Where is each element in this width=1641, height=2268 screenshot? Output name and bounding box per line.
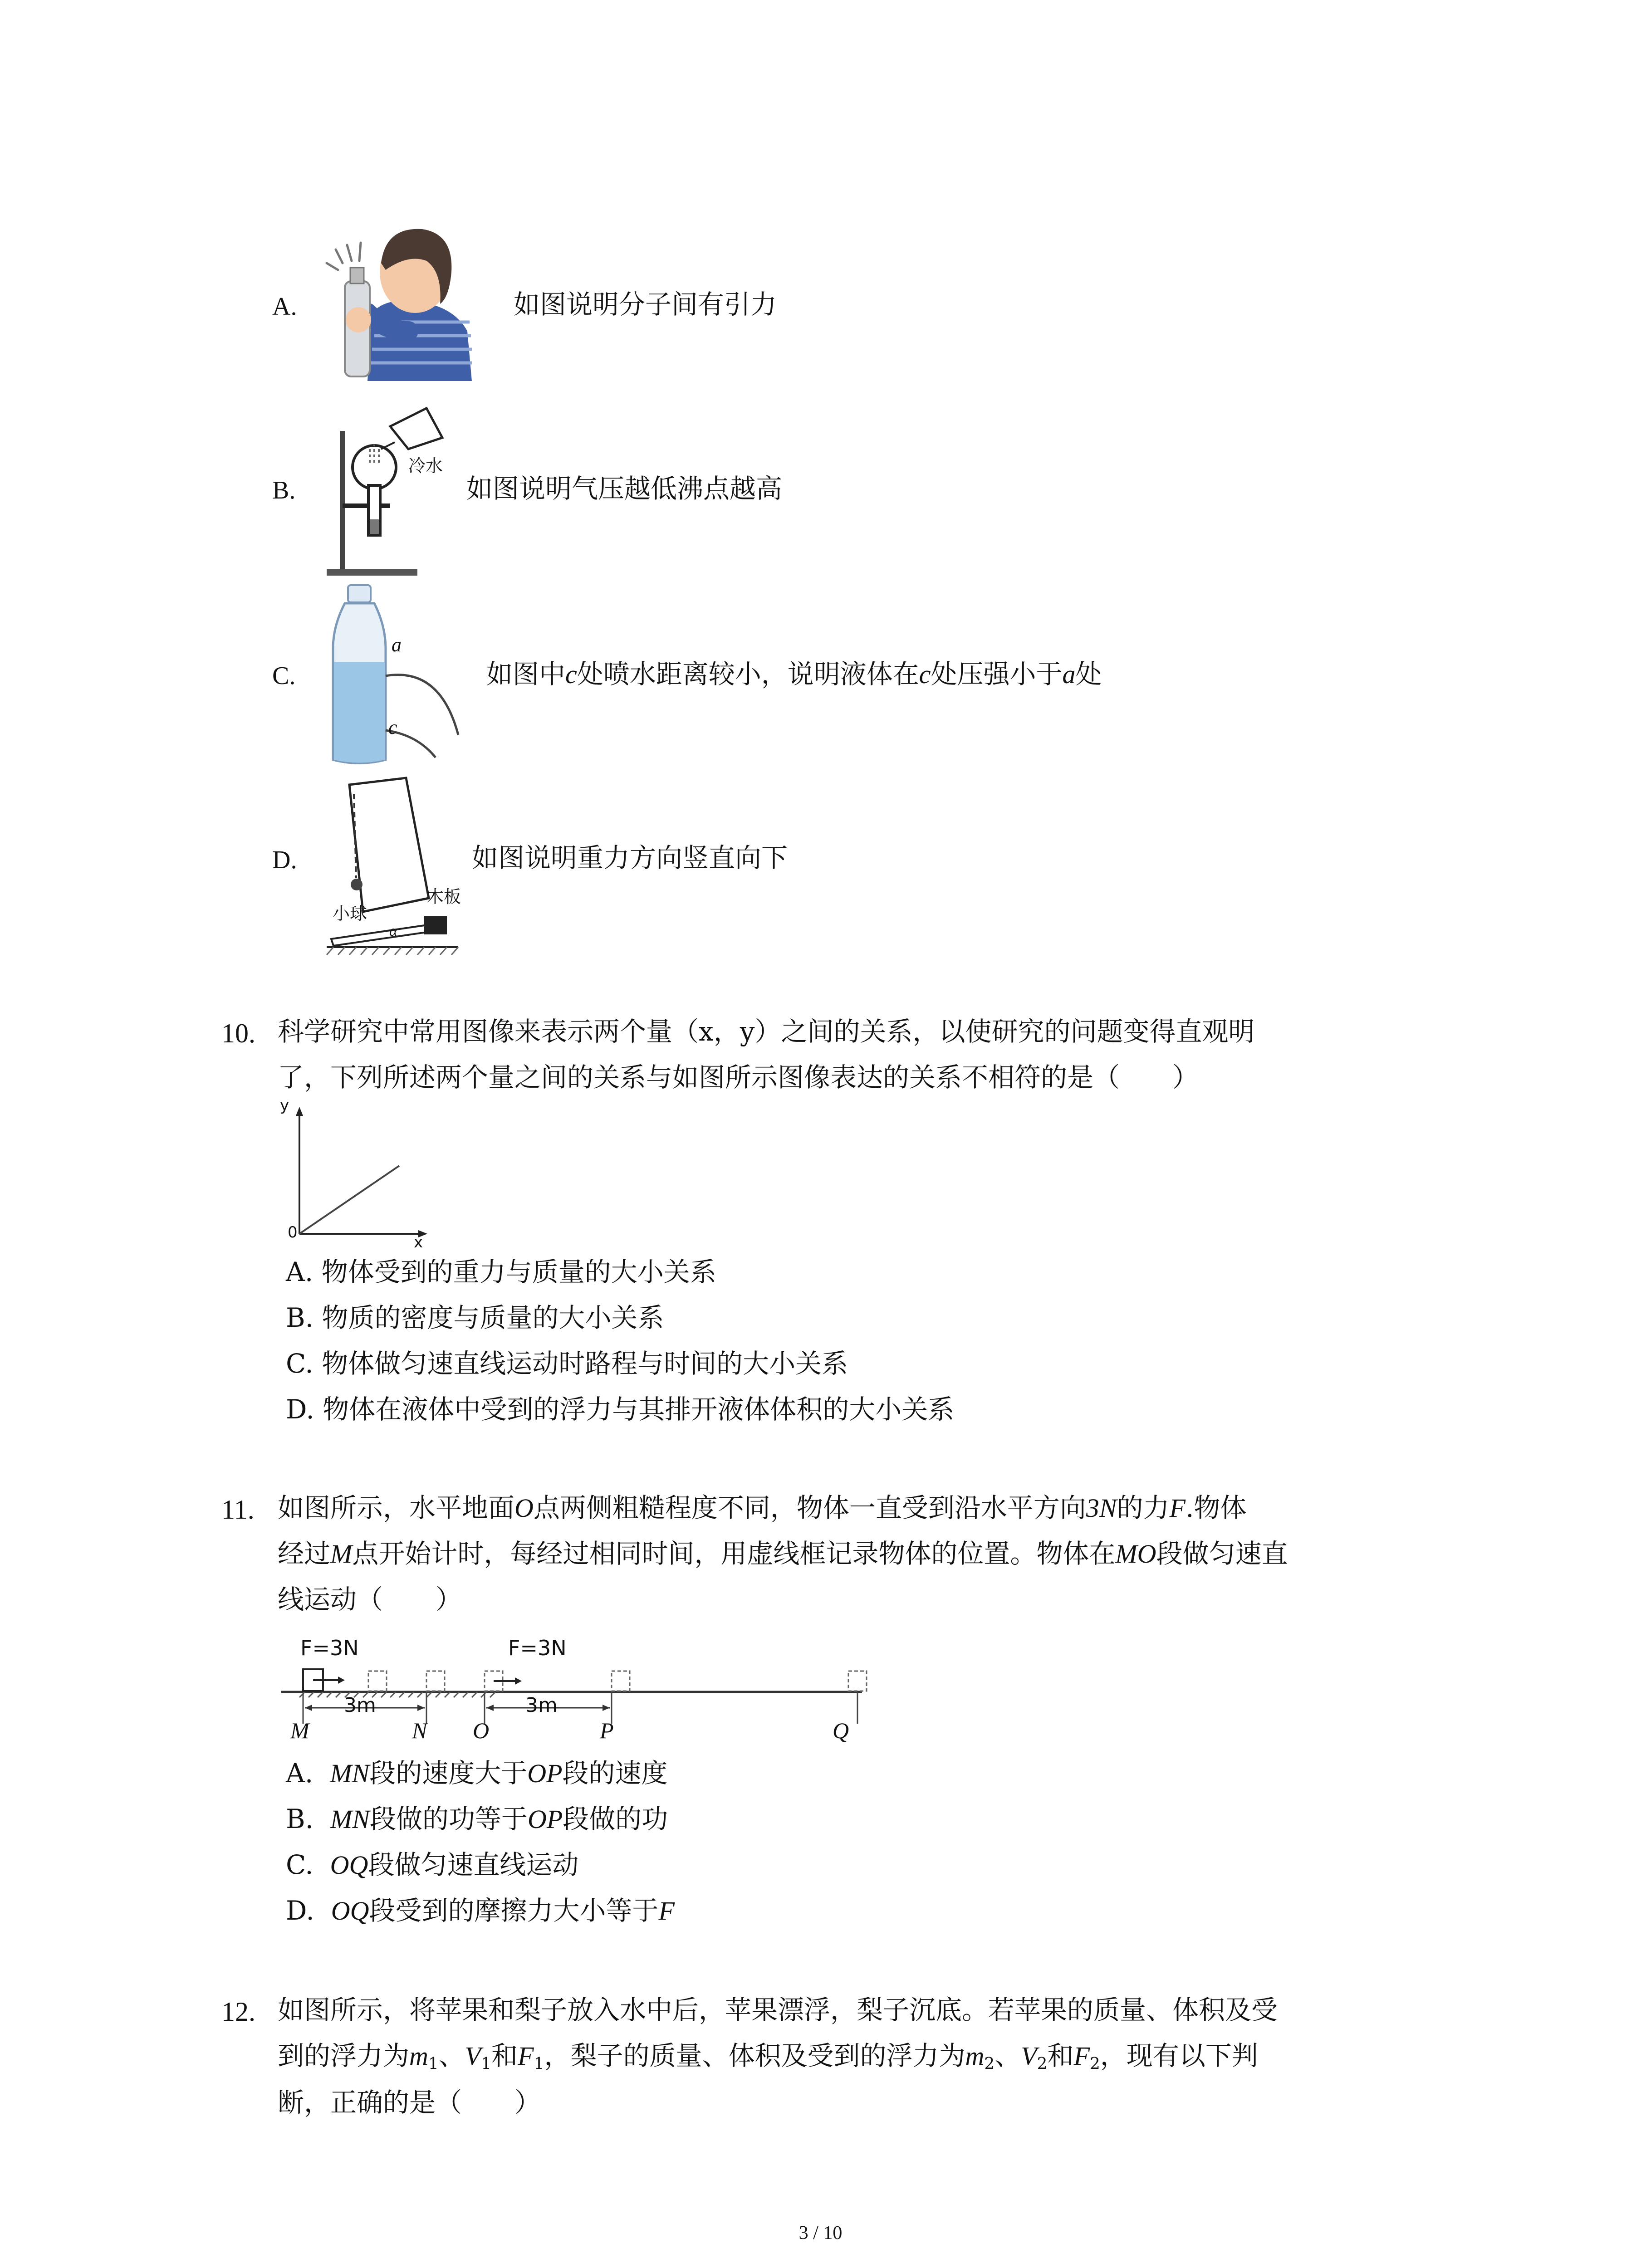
q9-c-figure [322,585,476,767]
q9-c-figure-c: c [388,716,397,738]
q11-option-b: B. MN段做的功等于OP段做的功 [286,1804,668,1834]
q9-option-c-text: 如图中c处喷水距离较小，说明液体在c处压强小于a处 [486,659,1102,689]
q9-d-figure-board: 木板 [426,887,461,907]
q11-point-q: Q [833,1718,849,1743]
q12-line1: 如图所示，将苹果和梨子放入水中后，苹果漂浮，梨子沉底。若苹果的质量、体积及受 [278,1994,1278,2025]
q11-option-c: C. OQ段做匀速直线运动 [286,1849,579,1880]
page-number: 3 / 10 [798,2223,843,2244]
q9-option-d-letter: D. [272,846,297,874]
q9-option-d-text: 如图说明重力方向竖直向下 [472,842,788,873]
q11-option-d: D. OQ段受到的摩擦力大小等于F [286,1895,675,1926]
q11-number: 11. [221,1495,255,1525]
q10-option-b: B. 物质的密度与质量的大小关系 [286,1302,664,1333]
q9-option-c-letter: C. [272,662,296,690]
q11-point-n: N [412,1718,427,1743]
q11-distance-mn: 3m [344,1694,376,1717]
q10-graph-ylabel: y [280,1096,289,1114]
q11-distance-op: 3m [525,1694,558,1717]
q9-c-figure-a: a [392,634,402,656]
q10-option-c: C. 物体做匀速直线运动时路程与时间的大小关系 [286,1348,848,1379]
q12-number: 12. [221,1997,255,2027]
q12-line2: 到的浮力为$m_1$、$V_1$和$F_1$，梨子的质量、体积及受到的浮力为$m_2$、$V_2$和$F_2$，现有以下判 [278,2040,1258,2073]
q10-option-a: A. 物体受到的重力与质量的大小关系 [286,1256,716,1287]
q11-line2: 经过M点开始计时，每经过相同时间，用虚线框记录物体的位置。物体在MO段做匀速直 [278,1538,1288,1569]
q10-line1: 科学研究中常用图像来表示两个量（x，y）之间的关系，以使研究的问题变得直观明 [278,1016,1255,1047]
q10-graph-line [299,1166,399,1234]
q9-option-b-letter: B. [272,476,296,504]
q9-b-figure-label: 冷水 [408,456,443,476]
q9-option-b-text: 如图说明气压越低沸点越高 [466,473,783,504]
q11-line1: 如图所示，水平地面O点两侧粗糙程度不同，物体一直受到沿水平方向3N的力F.物体 [278,1492,1247,1523]
q11-point-p: P [600,1718,614,1743]
q10-graph-origin: 0 [288,1223,298,1242]
q10-line2: 了，下列所述两个量之间的关系与如图所示图像表达的关系不相符的是（ ） [278,1062,1199,1093]
q10-number: 10. [221,1018,255,1048]
q11-point-o: O [473,1718,490,1743]
q10-graph-xlabel: x [414,1233,423,1251]
q9-d-figure-ball: 小球 [333,904,367,924]
q9-option-a-text: 如图说明分子间有引力 [514,289,777,320]
q9-a-figure [318,218,481,381]
q9-option-a-letter: A. [272,293,297,321]
q9-d-figure-alpha: α [389,923,397,939]
q12-line3: 断，正确的是（ ） [278,2087,541,2118]
q9-b-figure [318,399,472,581]
q11-diagram [272,1624,871,1742]
q11-line3: 线运动（ ） [278,1584,462,1615]
q11-point-m: M [290,1718,309,1743]
q11-force-label-2: F=3N [508,1636,567,1660]
q10-option-d: D. 物体在液体中受到的浮力与其排开液体体积的大小关系 [286,1394,955,1425]
q11-force-label-1: F=3N [300,1636,359,1660]
q11-option-a: A. MN段的速度大于OP段的速度 [286,1758,668,1789]
